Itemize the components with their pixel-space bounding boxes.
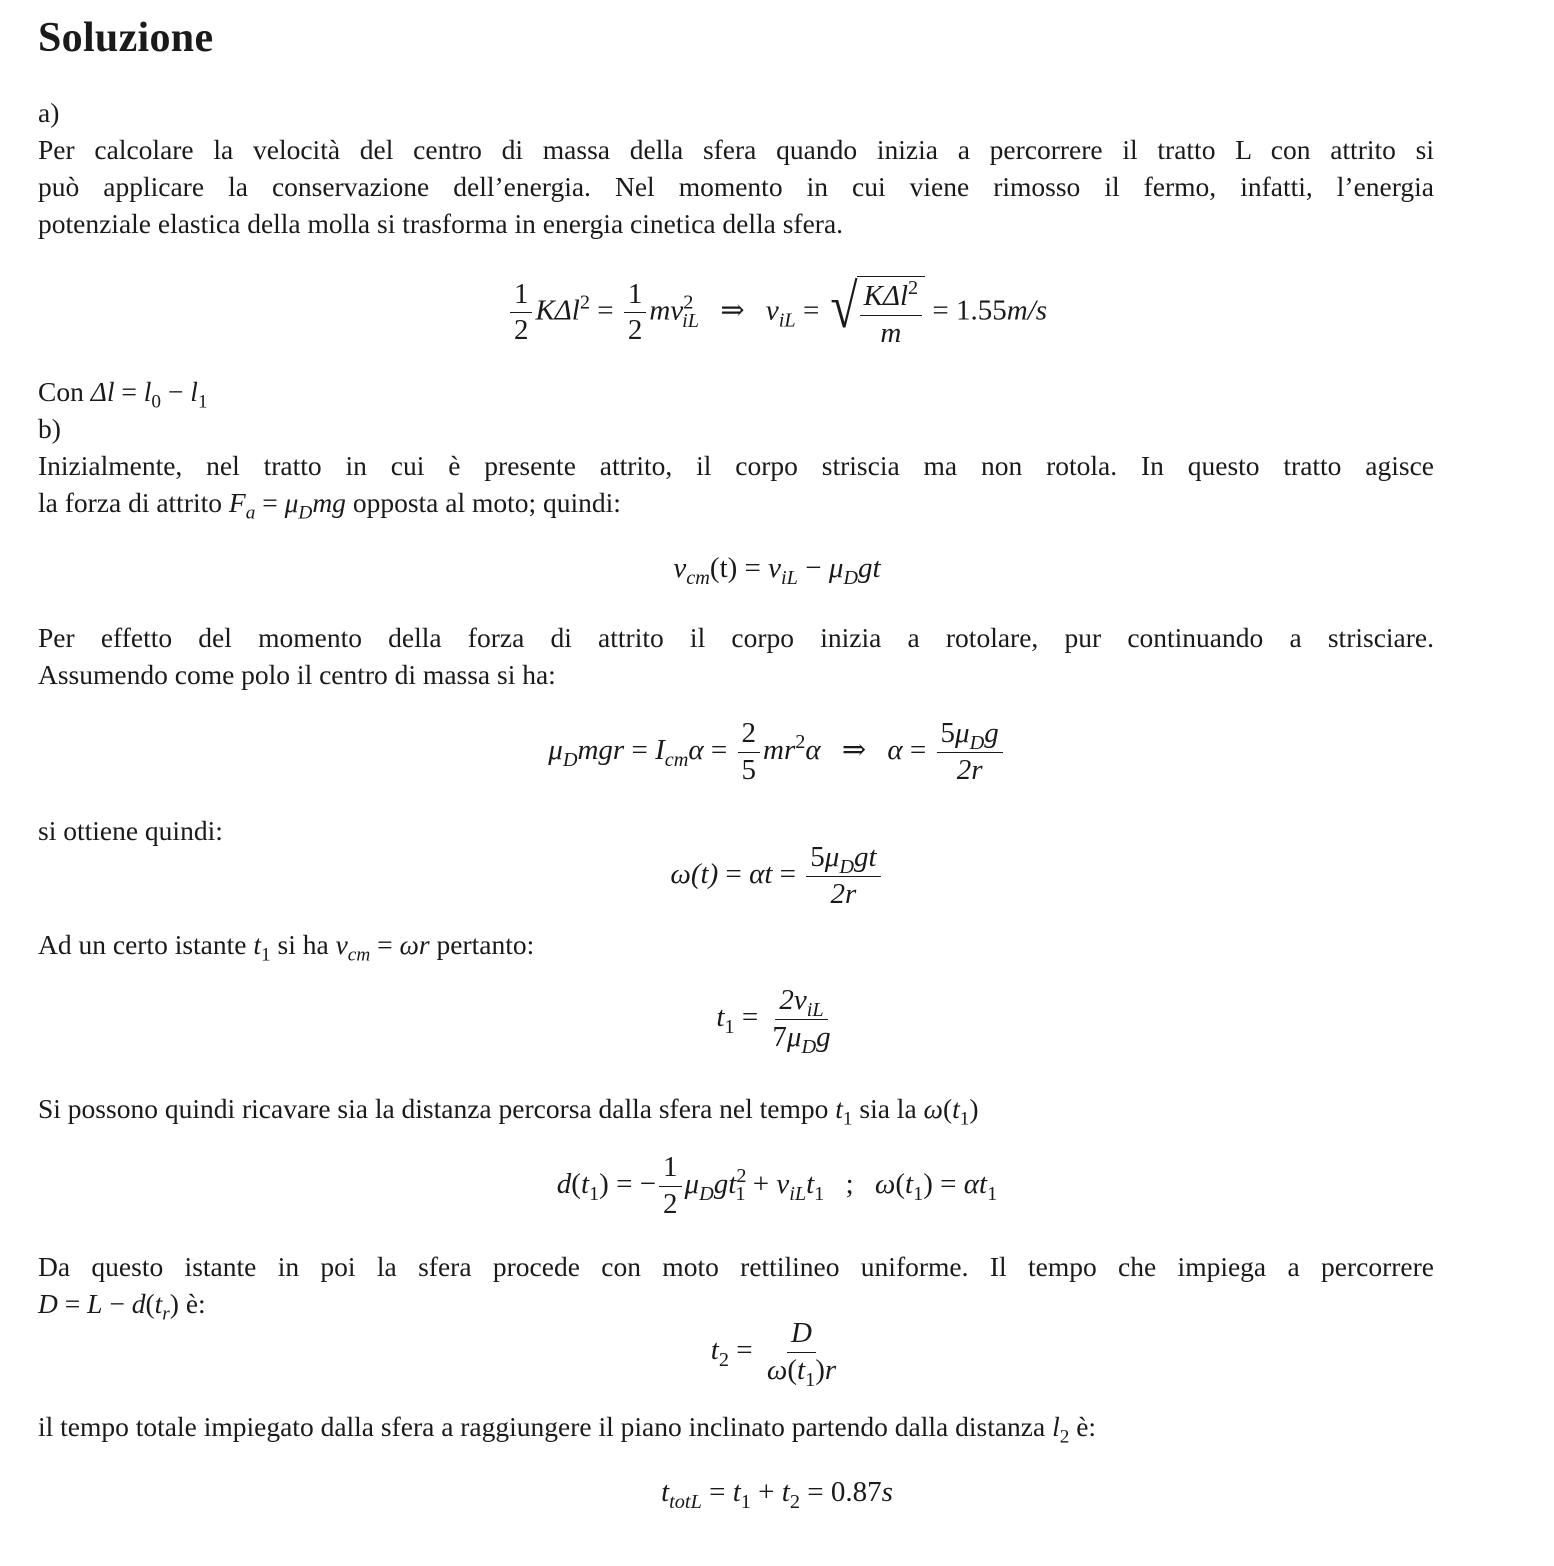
intro-line-2: può applicare la conservazione dell’energia. Nel momento in cui viene rimosso il fermo, infatti, l’energia bbox=[38, 171, 1434, 202]
equation-total-time: $t_{totL} = t_1 + t_2 = 0.87s$ bbox=[661, 1476, 893, 1514]
section-b-paragraph-6: Da questo istante in poi la sfera procede con moto rettilineo uniforme. Il tempo che impiega a percorrere $D = L - d(t_r)$ è: bbox=[38, 1251, 1434, 1325]
fraction-half: $\frac{1}{2}$ bbox=[510, 279, 533, 348]
implies-arrow: ⇒ bbox=[841, 734, 867, 767]
intro-line-1: Per calcolare la velocità del centro di massa della sfera quando inizia a percorrere il tratto L con attrito si bbox=[38, 134, 1434, 165]
section-b-paragraph-7: il tempo totale impiegato dalla sfera a raggiungere il piano inclinato partendo dalla distanza $l_2$ è: bbox=[38, 1411, 1097, 1448]
equation-distance: $d(t_1)$ = − $\frac{1}{2}$ $\mu_Dgt^2_1 + v_{iL}t_1$ ; $\omega(t_1) = \alpha t_1$ bbox=[556, 1151, 998, 1220]
section-a-label: a) bbox=[38, 97, 60, 128]
equation-energy-conservation: $\frac{1}{2}$ KΔl$^2$ = $\frac{1}{2}$ $mv^2_{iL}$ ⇒ $v_{iL}$ = √ $\frac{K\Delta l^2}{m}$ = 1.55m/s bbox=[0, 276, 1554, 350]
section-b-paragraph-4: Ad un certo istante $t_1$ si ha $v_{cm} = \omega r$ pertanto: bbox=[38, 929, 535, 966]
velocity-result: = 1.55 bbox=[932, 294, 1007, 327]
equation-vcm: $v_{cm}(t) = v_{iL} - \mu_Dgt$ bbox=[673, 552, 881, 590]
equation-omega: ω(t) = αt = $\frac{5\mu_Dgt}{2r}$ bbox=[0, 842, 1554, 911]
section-b-paragraph-2: Per effetto del momento della forza di attrito il corpo inizia a rotolare, pur continuando a strisciare. Assumendo come polo il centro di massa si ha: bbox=[38, 622, 1434, 690]
section-b-paragraph-1: Inizialmente, nel tratto in cui è presente attrito, il corpo striscia ma non rotola. In questo tratto agisce la forza di attrito $F_a = \mu_Dmg$ opposta al moto; quindi: bbox=[38, 450, 1434, 524]
implies-arrow: ⇒ bbox=[720, 294, 745, 327]
equation-t1: $t_1$ = $\frac{2v_{iL}}{7\mu_Dg}$ bbox=[716, 984, 831, 1058]
square-root: √ $\frac{K\Delta l^2}{m}$ bbox=[827, 276, 926, 350]
equation-torque: $\mu_Dmgr = I_{cm}\alpha$ = $\frac{2}{5}$ $mr^2\alpha$ ⇒ α = $\frac{5\mu_Dg}{2r}$ bbox=[0, 718, 1554, 787]
con-delta-line: Con $\Delta l = l_0 - l_1$ bbox=[38, 376, 208, 413]
equation-t2: $t_2$ = $\frac{D}{\omega(t_1)r}$ bbox=[710, 1317, 837, 1391]
page-title: Soluzione bbox=[38, 15, 214, 61]
fraction-half-2: $\frac{1}{2}$ bbox=[624, 279, 647, 348]
intro-line-3: potenziale elastica della molla si trasforma in energia cinetica della sfera. bbox=[38, 208, 844, 239]
section-b-label: b) bbox=[38, 413, 61, 444]
section-b-paragraph-5: Si possono quindi ricavare sia la distanza percorsa dalla sfera nel tempo $t_1$ sia la $\omega(t_1)$ bbox=[38, 1093, 979, 1130]
section-a-intro bbox=[38, 131, 1434, 242]
section-b-paragraph-3: si ottiene quindi: bbox=[38, 815, 223, 846]
total-time-result: 0.87 bbox=[830, 1476, 882, 1508]
